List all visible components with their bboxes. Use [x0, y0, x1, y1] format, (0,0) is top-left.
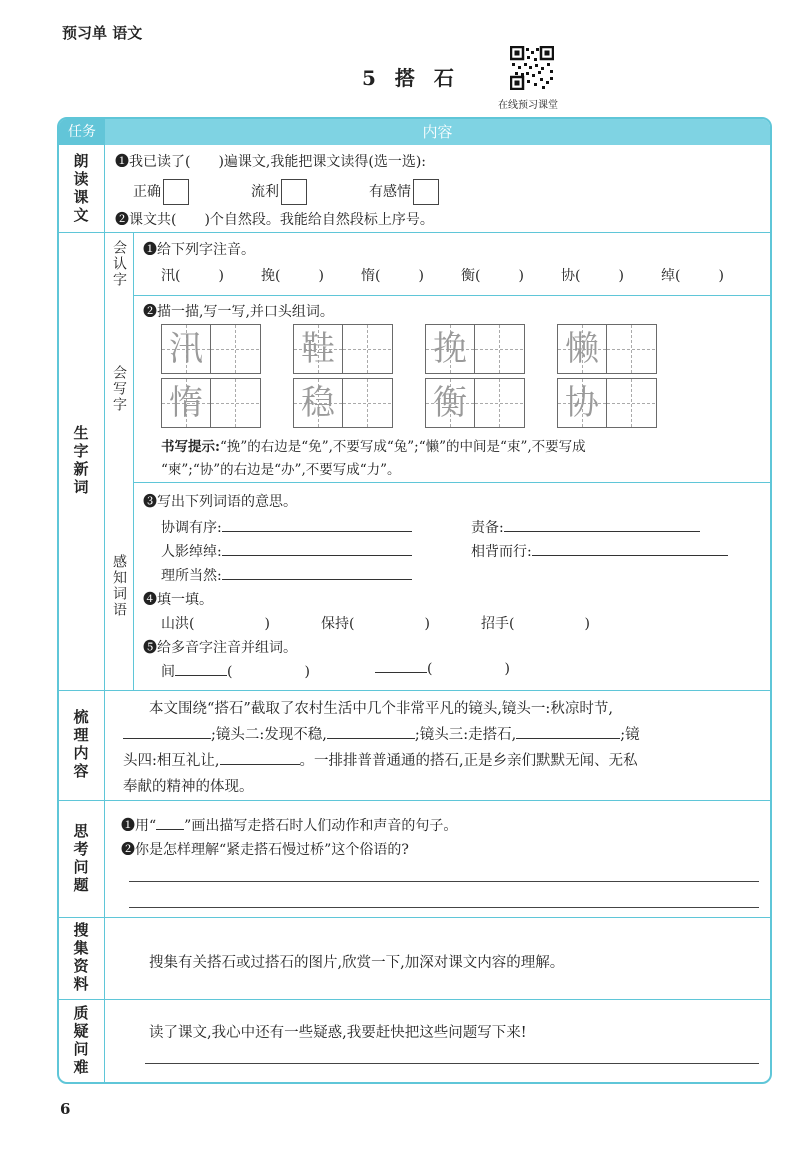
fill-item[interactable]: 山洪( ) [161, 616, 270, 632]
task-collect: 搜集资料 [71, 922, 90, 994]
write-instruction: ❷描一描,写一写,并口头组词。 [143, 304, 334, 320]
header-task: 任务 [59, 119, 105, 145]
trace-char: 协 [565, 383, 599, 423]
option-correct: 正确 [133, 179, 189, 205]
writing-grid[interactable] [425, 324, 525, 374]
sub-column-divider [133, 232, 134, 690]
row-divider [59, 690, 770, 691]
checkbox-fluent[interactable] [281, 179, 307, 205]
task-summary: 梳理内容 [71, 709, 90, 781]
trace-char: 衡 [433, 383, 467, 423]
writing-grid[interactable] [293, 324, 393, 374]
sub-row-divider [133, 295, 770, 296]
blank-2[interactable] [327, 738, 415, 739]
collect-text: 搜集有关搭石或过搭石的图片,欣赏一下,加深对课文内容的理解。 [149, 955, 565, 971]
polyphone-item[interactable]: ( ) [375, 661, 510, 677]
qr-caption: 在线预习课堂 [498, 100, 558, 111]
row-divider [59, 999, 770, 1000]
meaning-item: 人影绰绰: [161, 541, 412, 561]
answer-line[interactable] [222, 579, 412, 580]
trace-char: 懒 [565, 329, 599, 369]
sub-write: 会写字 [111, 364, 127, 413]
sub-perceive: 感知词语 [111, 554, 127, 618]
writing-grid[interactable] [161, 378, 261, 428]
perceive-q4: ❹填一填。 [143, 592, 213, 608]
checkbox-correct[interactable] [163, 179, 189, 205]
trace-char: 鞋 [301, 329, 335, 369]
perceive-q5: ❺给多音字注音并组词。 [143, 640, 297, 656]
workbook-header: 预习单 语文 [62, 24, 143, 42]
pinyin-item[interactable]: 惰( ) [361, 268, 424, 284]
sub-row-divider [133, 482, 770, 483]
task-think: 思考问题 [71, 822, 90, 895]
option-fluent: 流利 [251, 179, 307, 205]
pinyin-item[interactable]: 挽( ) [261, 268, 324, 284]
think-q2: ❷你是怎样理解“紧走搭石慢过桥”这个俗语的? [121, 842, 409, 858]
meaning-item: 协调有序: [161, 517, 412, 537]
read-q1: ❶我已读了( )遍课文,我能把课文读得(选一选): [115, 154, 427, 170]
fill-item[interactable]: 保持( ) [321, 616, 430, 632]
writing-grid[interactable] [425, 378, 525, 428]
summary-line: 奉献的精神的体现。 [123, 779, 254, 795]
recognize-instruction: ❶给下列字注音。 [143, 242, 255, 258]
writing-hint: 书写提示:“挽”的右边是“免”,不要写成“兔”;“懒”的中间是“束”,不要写成 [161, 439, 586, 455]
blank-1[interactable] [123, 738, 211, 739]
answer-line[interactable] [222, 555, 412, 556]
writing-grid[interactable] [293, 378, 393, 428]
hint-title: 书写提示: [161, 439, 220, 455]
trace-char: 稳 [301, 383, 335, 423]
pinyin-item[interactable]: 绰( ) [661, 268, 724, 284]
table-header [59, 119, 770, 145]
trace-char: 汛 [169, 329, 203, 369]
think-q1: ❶用“ ”画出描写走搭石时人们动作和声音的句子。 [121, 818, 458, 834]
trace-char: 惰 [169, 383, 203, 423]
meaning-item: 相背而行: [471, 541, 728, 561]
answer-line[interactable] [532, 555, 728, 556]
perceive-q3: ❸写出下列词语的意思。 [143, 494, 297, 510]
preview-table [57, 117, 772, 1084]
answer-line[interactable] [129, 881, 759, 882]
option-expressive: 有感情 [369, 179, 439, 205]
answer-line[interactable] [145, 1063, 759, 1064]
lesson-title: 5 搭 石 [362, 66, 460, 90]
writing-grid[interactable] [557, 378, 657, 428]
meaning-item: 理所当然: [161, 565, 412, 585]
writing-grid[interactable] [557, 324, 657, 374]
summary-line: ;镜头二:发现不稳, ;镜头三:走搭石, ;镜 [123, 722, 640, 748]
task-question: 质疑问难 [71, 1004, 90, 1077]
blank-3[interactable] [516, 738, 620, 739]
qr-code-icon[interactable] [510, 46, 554, 90]
blank-4[interactable] [220, 764, 300, 765]
meaning-item: 责备: [471, 517, 700, 537]
summary-line: 头四:相互礼让, 。一排排普普通通的搭石,正是乡亲们默默无闻、无私 [123, 753, 638, 769]
question-text: 读了课文,我心中还有一些疑惑,我要赶快把这些问题写下来! [149, 1025, 527, 1041]
row-divider [59, 800, 770, 801]
fill-item[interactable]: 招手( ) [481, 616, 590, 632]
row-divider [59, 232, 770, 233]
polyphone-item[interactable]: 间 ( ) [161, 664, 310, 680]
pinyin-item[interactable]: 衡( ) [461, 268, 524, 284]
answer-line[interactable] [222, 531, 412, 532]
pinyin-item[interactable]: 协( ) [561, 268, 624, 284]
pinyin-item[interactable]: 汛( ) [161, 268, 224, 284]
row-divider [59, 917, 770, 918]
page-number: 6 [60, 1100, 71, 1118]
answer-line[interactable] [504, 531, 700, 532]
task-read: 朗读课文 [71, 152, 90, 225]
writing-hint-cont: “柬”;“协”的右边是“办”,不要写成“力”。 [161, 462, 401, 478]
trace-char: 挽 [433, 329, 467, 369]
sub-recognize: 会认字 [111, 239, 127, 288]
answer-line[interactable] [129, 907, 759, 908]
header-content: 内容 [422, 123, 453, 141]
read-q2: ❷课文共( )个自然段。我能给自然段标上序号。 [115, 212, 434, 228]
summary-line: 本文围绕“搭石”截取了农村生活中几个非常平凡的镜头,镜头一:秋凉时节, [149, 701, 613, 717]
checkbox-expressive[interactable] [413, 179, 439, 205]
task-new-words: 生字新词 [71, 425, 90, 497]
writing-grid[interactable] [161, 324, 261, 374]
